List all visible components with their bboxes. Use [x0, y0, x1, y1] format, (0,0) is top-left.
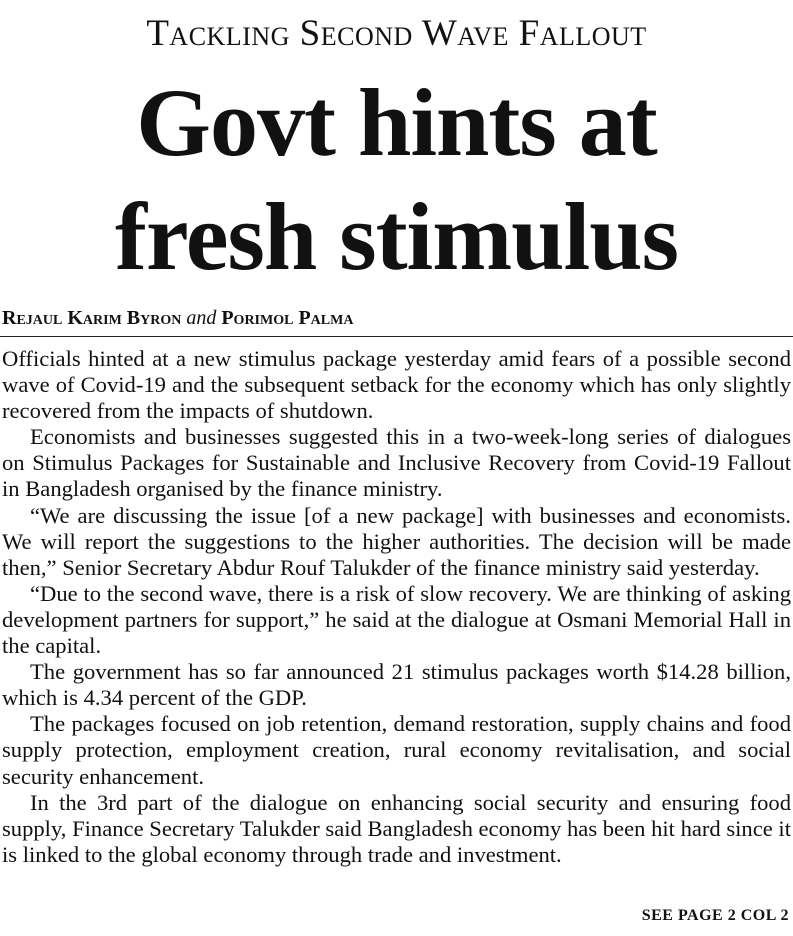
kicker: Tackling Second Wave Fallout	[146, 13, 647, 54]
paragraph: Economists and businesses suggested this in a two-week-long series of dialogues on Stimulus Packages for Sustainable and Inclusive Recovery from Covid-19 Fallout in Bangladesh organised by the finance ministry.	[2, 424, 791, 502]
paragraph: “We are discussing the issue [of a new package] with businesses and economists. We will report the suggestions to the higher authorities. The decision will be made then,” Senior Secretary Abdur Rouf Talukder of the finance ministry said yesterday.	[2, 502, 791, 580]
headline-line-1: Govt hints at	[136, 69, 657, 176]
paragraph: The packages focused on job retention, demand restoration, supply chains and food supply protection, employment creation, rural economy revitalisation, and social security enhancement.	[2, 711, 791, 789]
byline-divider	[0, 336, 793, 337]
byline-author-2: Porimol Palma	[221, 307, 354, 329]
byline	[2, 305, 353, 331]
continuation-reference: SEE PAGE 2 COL 2	[641, 907, 789, 924]
paragraph: In the 3rd part of the dialogue on enhancing social security and ensuring food supply, Finance Secretary Talukder said Bangladesh economy has been hit hard since it is linked to the global economy through trade and investment.	[2, 789, 791, 867]
headline	[0, 66, 793, 294]
headline-line-2: fresh stimulus	[115, 183, 678, 290]
byline-author-1: Rejaul Karim Byron	[2, 307, 182, 329]
paragraph: Officials hinted at a new stimulus package yesterday amid fears of a possible second wave of Covid-19 and the subsequent setback for the economy which has only slightly recovered from the impacts of shutdown.	[2, 346, 791, 424]
paragraph: “Due to the second wave, there is a risk of slow recovery. We are thinking of asking development partners for support,” he said at the dialogue at Osmani Memorial Hall in the capital.	[2, 580, 791, 659]
article-body	[2, 346, 791, 868]
paragraph: The government has so far announced 21 stimulus packages worth $14.28 billion, which is 4.34 percent of the GDP.	[2, 659, 791, 711]
byline-conjunction: and	[186, 307, 217, 329]
